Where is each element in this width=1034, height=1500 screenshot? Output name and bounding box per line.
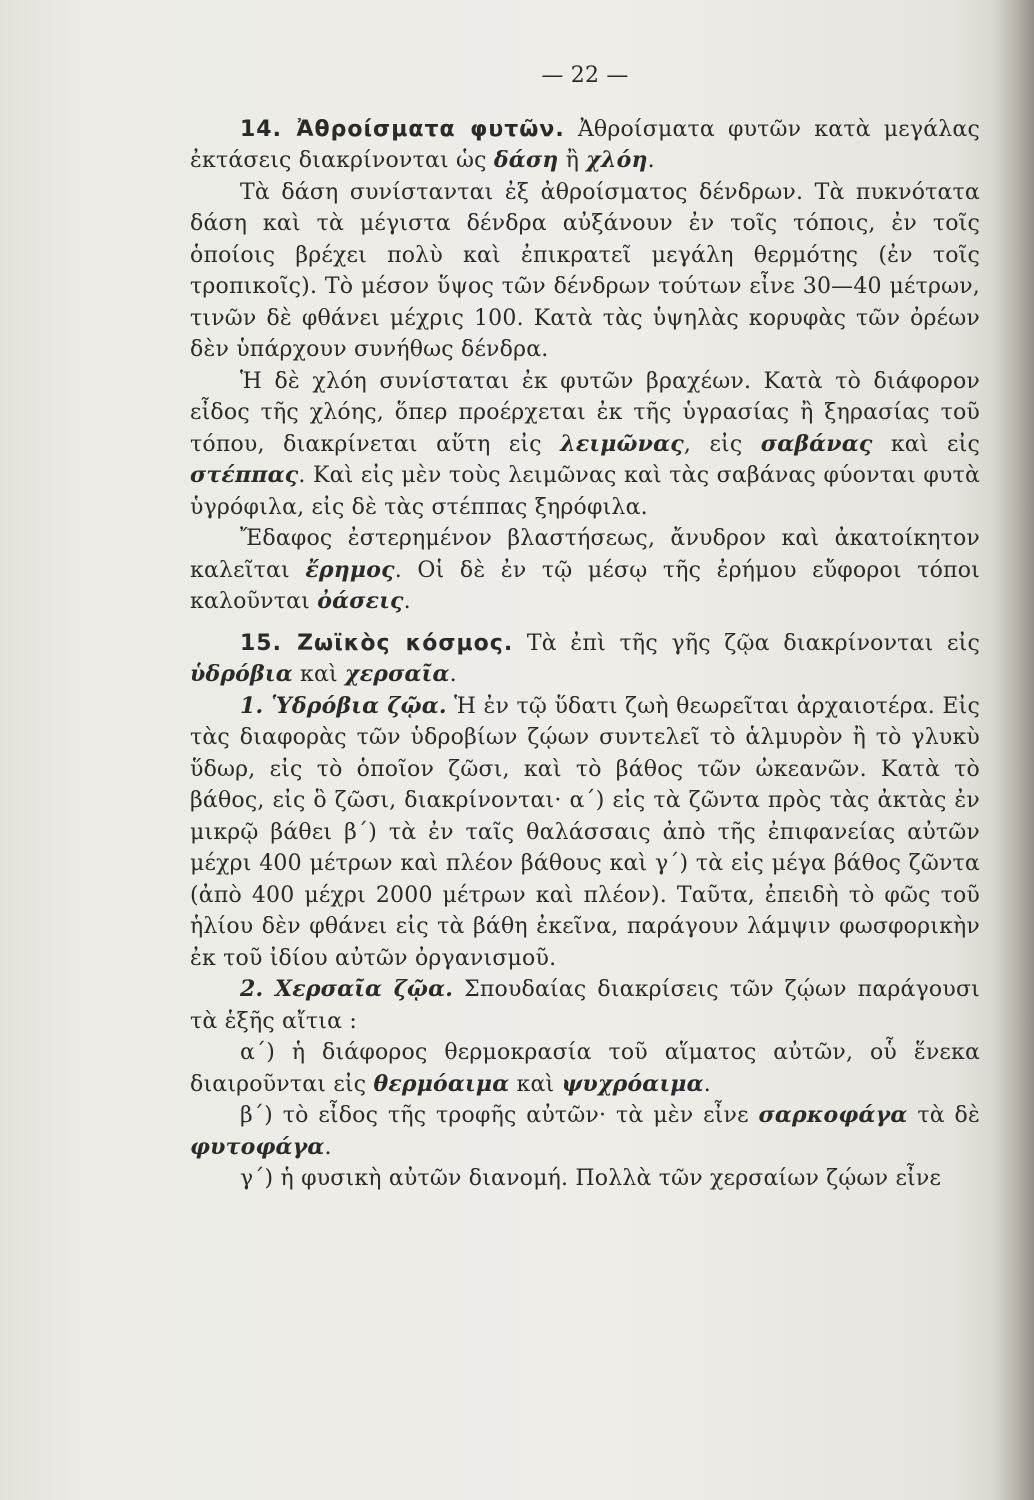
text-span: . Καὶ εἰς μὲν τοὺς λειμῶνας καὶ τὰς σαβάνας φύονται φυτὰ ὑγρόφιλα, εἰς δὲ τὰς στέππας ξηρόφιλα.	[190, 463, 980, 520]
page-number: — 22 —	[541, 63, 629, 88]
term-psychroaima: ψυχρόαιμα	[561, 1070, 704, 1097]
text-span: τὰ δὲ	[907, 1103, 981, 1128]
subsection-2-title: 2. Χερσαῖα ζῷα.	[240, 976, 454, 1002]
text-span: . Οἱ δὲ ἐν τῷ μέσῳ τῆς ἐρήμου εὔφοροι τόποι καλοῦνται	[190, 557, 980, 614]
section-14-paragraph-1	[190, 114, 980, 177]
text-span: καὶ εἰς	[872, 431, 980, 457]
text-span: καὶ	[509, 1071, 562, 1097]
text-span: ἢ	[558, 148, 587, 173]
cause-a-paragraph	[190, 1037, 980, 1100]
subsection-1-title: 1. Ὑδρόβια ζῷα.	[240, 692, 447, 719]
page-content	[190, 60, 980, 1195]
text-span: .	[449, 662, 457, 687]
text-span: .	[703, 1071, 711, 1097]
section-14-paragraph-2: Τὰ δάση συνίστανται ἐξ ἀθροίσματος δένδρων. Τὰ πυκνότατα δάση καὶ τὰ μέγιστα δένδρα αὐξάνουν ἐν τοῖς τόποις, ἐν τοῖς ὁποίοις βρέχει πολὺ καὶ ἐπικρατεῖ μεγάλη θερμότης (ἐν τοῖς τροπικοῖς). Τὸ μέσον ὕψος τῶν δένδρων τούτων εἶνε 30—40 μέτρων, τινῶν δὲ φθάνει μέχρις 100. Κατὰ τὰς ὑψηλὰς κορυφὰς τῶν ὀρέων δὲν ὑπάρχουν συνήθως δένδρα.	[190, 179, 980, 362]
text-span: , εἰς	[683, 431, 761, 457]
term-oaseis: ὀάσεις	[317, 588, 404, 614]
text-span: .	[324, 1134, 332, 1160]
term-ydrobia: ὑδρόβια	[190, 661, 293, 687]
text-span: Σπουδαίας διακρίσεις τῶν ζῴων παράγουσι τὰ ἑξῆς αἴτια :	[190, 977, 980, 1034]
section-14-title: 14. Ἀθροίσματα φυτῶν.	[240, 116, 565, 142]
section-14-paragraph-4	[190, 523, 980, 618]
term-chersaia: χερσαῖα	[345, 661, 450, 687]
term-savanes: σαβάνας	[760, 430, 873, 457]
text-span: Ἡ δὲ χλόη συνίσταται ἐκ φυτῶν βραχέων. Κατὰ τὸ διάφορον εἶδος τῆς χλόης, ὅπερ προέρχεται ἐκ τῆς ὑγρασίας ἢ ξηρασίας τοῦ τόπου, διακρίνεται αὕτη εἰς	[190, 368, 980, 457]
term-fytofaga: φυτοφάγα	[190, 1133, 325, 1160]
text-span: Τὰ ἐπὶ τῆς γῆς ζῷα διακρίνονται εἰς	[526, 630, 980, 656]
section-15-paragraph-1	[190, 628, 980, 691]
text-span: β΄) τὸ εἶδος τῆς τροφῆς αὐτῶν· τὰ μὲν εἶνε	[240, 1103, 759, 1128]
text-span: .	[403, 589, 411, 614]
term-leimones: λειμῶνας	[560, 430, 684, 457]
term-erimos: ἔρημος	[305, 556, 395, 583]
subsection-2-paragraph	[190, 974, 980, 1037]
term-sarkofaga: σαρκοφάγα	[758, 1102, 908, 1128]
text-span: Ἔδαφος ἐστερημένον βλαστήσεως, ἄνυδρον καὶ ἀκατοίκητον καλεῖται	[190, 526, 980, 583]
text-span: Ἀθροίσματα φυτῶν κατὰ μεγάλας ἐκτάσεις διακρίνονται ὡς	[190, 116, 981, 173]
section-14-paragraph-3	[190, 366, 980, 524]
term-dasi: δάση	[493, 147, 559, 173]
section-spacer	[190, 618, 980, 628]
cause-c-paragraph: γ΄) ἡ φυσικὴ αὐτῶν διανομή. Πολλὰ τῶν χερσαίων ζῴων εἶνε	[240, 1166, 942, 1191]
text-span: καὶ	[292, 662, 346, 687]
text-span: .	[647, 148, 655, 173]
book-spine-shadow	[994, 0, 1034, 1500]
text-span: α΄) ἡ διάφορος θερμοκρασία τοῦ αἵματος αὐτῶν, οὗ ἕνεκα διαιροῦνται εἰς	[190, 1040, 980, 1097]
term-thermoaima: θερμόαιμα	[373, 1070, 510, 1097]
cause-b-paragraph	[190, 1100, 980, 1163]
term-chloi: χλόη	[586, 147, 648, 173]
text-span: Ἡ ἐν τῷ ὕδατι ζωὴ θεωρεῖται ἀρχαιοτέρα. Εἰς τὰς διαφορὰς τῶν ὑδροβίων ζῴων συντελεῖ τὸ ἁλμυρὸν ἢ τὸ γλυκὺ ὕδωρ, εἰς τὸ ὁποῖον ζῶσι, καὶ τὸ βάθος τῶν ὠκεανῶν. Κατὰ τὸ βάθος, εἰς ὃ ζῶσι, διακρίνονται· α΄) εἰς τὰ ζῶντα πρὸς τὰς ἀκτὰς ἐν μικρῷ βάθει β΄) τὰ ἐν ταῖς θαλάσσαις ἀπὸ τῆς ἐπιφανείας αὐτῶν μέχρι 400 μέτρων καὶ πλέον βάθους καὶ γ΄) τὰ εἰς μέγα βάθος ζῶντα (ἀπὸ 400 μέχρι 2000 μέτρων καὶ πλέον). Ταῦτα, ἐπειδὴ τὸ φῶς τοῦ ἡλίου δὲν φθάνει εἰς τὰ βάθη ἐκεῖνα, παράγουν λάμψιν φωσφορικὴν ἐκ τοῦ ἰδίου αὐτῶν ὀργανισμοῦ.	[190, 693, 980, 971]
subsection-1-paragraph	[190, 691, 980, 975]
term-steppes: στέππας	[190, 462, 299, 488]
section-15-title: 15. Ζωϊκὸς κόσμος.	[240, 630, 514, 656]
